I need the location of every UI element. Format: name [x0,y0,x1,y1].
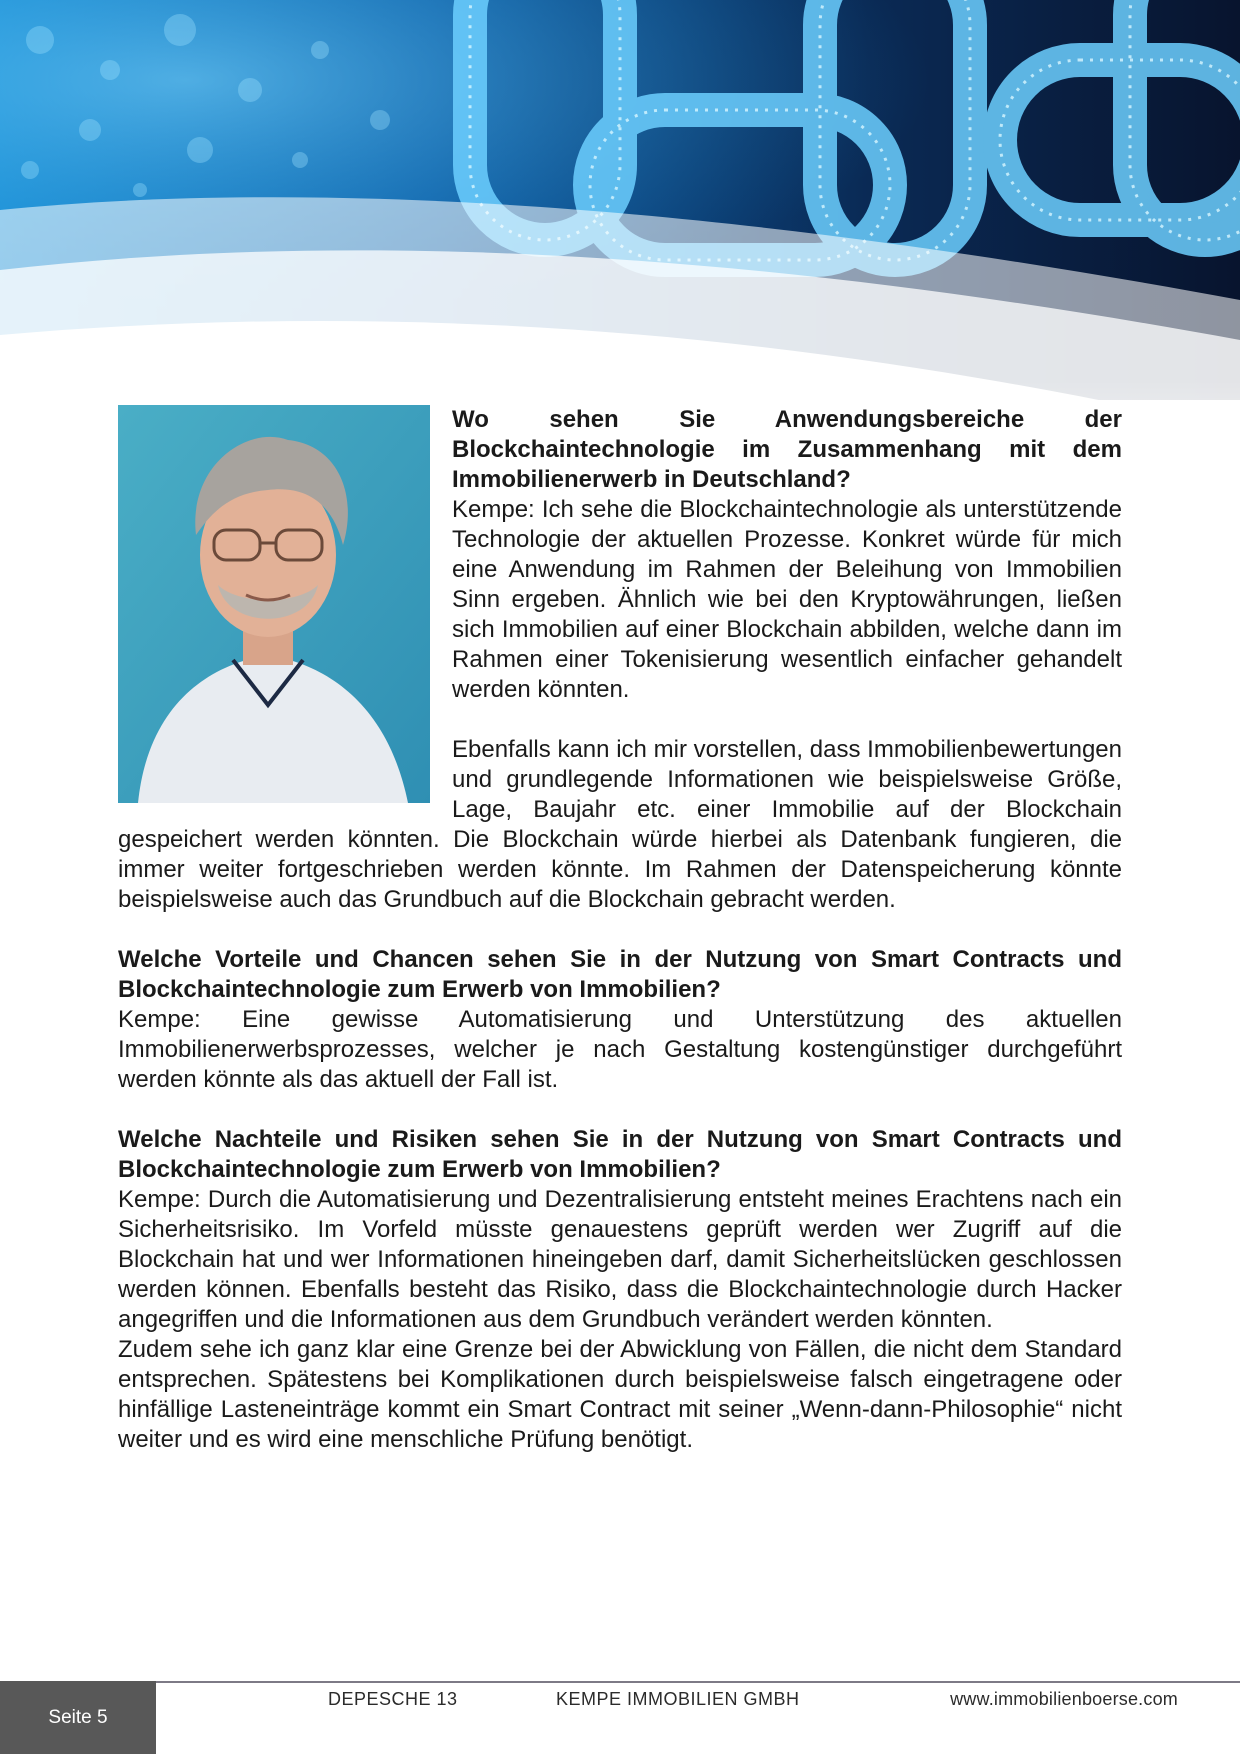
question-1: Wo sehen Sie Anwendungsbereiche der Blockchaintechnologie im Zusammenhang mit dem Immobilienerwerb in Deutschland? [452,406,1122,493]
footer-issue: DEPESCHE 13 [328,1689,458,1709]
portrait-float-spacer [118,405,452,803]
paragraph-gap [118,1095,1122,1125]
answer-3-paragraph-1: Kempe: Durch die Automatisierung und Dezentralisierung entsteht meines Erachtens nach ein Sicherheitsrisiko. Im Vorfeld müsste genauestens geprüft werden wer Zugriff auf die Blockchain hat und wer Informationen hineingeben darf, damit Sicherheitslücken geschlossen werden können. Ebenfalls besteht das Risiko, dass die Blockchaintechnologie durch Hacker angegriffen und die Informationen aus dem Grundbuch verändert werden könnten. [118,1186,1122,1333]
answer-1-paragraph-2: Ebenfalls kann ich mir vorstellen, dass Immobilienbewertungen und grundlegende Informationen wie beispielsweise Größe, Lage, Baujahr etc. einer Immobilie auf der Blockchain gespeichert werden könnten. Die Blockchain würde hierbei als Datenbank fungieren, die immer weiter fortgeschrieben werden könnte. Im Rahmen der Datenspeicherung könnte beispielsweise auch das Grundbuch auf die Blockchain gebracht werden. [118,736,1122,913]
answer-3-paragraph-2: Zudem sehe ich ganz klar eine Grenze bei der Abwicklung von Fällen, die nicht dem Standard entsprechen. Spätestens bei Komplikationen durch beispielsweise falsch eingetragene oder hinfällige Lasteneinträge kommt ein Smart Contract mit seiner „Wenn-dann-Philosophie“ nicht weiter und es wird eine menschliche Prüfung benötigt. [118,1336,1122,1453]
footer-divider [156,1681,1240,1683]
question-3: Welche Nachteile und Risiken sehen Sie in der Nutzung von Smart Contracts und Blockchaintechnologie zum Erwerb von Immobilien? [118,1126,1122,1183]
page-number-tab [0,1681,156,1754]
question-2: Welche Vorteile und Chancen sehen Sie in der Nutzung von Smart Contracts und Blockchaintechnologie zum Erwerb von Immobilien? [118,946,1122,1003]
footer-website-link[interactable]: www.immobilienboerse.com [950,1689,1178,1709]
page-number: Seite 5 [48,1706,108,1728]
footer-company: KEMPE IMMOBILIEN GMBH [556,1689,800,1709]
answer-2: Kempe: Eine gewisse Automatisierung und Unterstützung des aktuellen Immobilienerwerbsprozesses, welcher je nach Gestaltung kostengünstiger durchgeführt werden könnte als das aktuell der Fall ist. [118,1006,1122,1093]
answer-1-paragraph-1: Kempe: Ich sehe die Blockchaintechnologie als unterstützende Technologie der aktuellen Prozesse. Konkret würde für mich eine Anwendung im Rahmen der Beleihung von Immobilien Sinn ergeben. Ähnlich wie bei den Kryptowährungen, ließen sich Immobilien auf einer Blockchain abbilden, welche dann im Rahmen einer Tokenisierung wesentlich einfacher gehandelt werden könnten. [452,496,1122,703]
paragraph-gap [118,915,1122,945]
article-body [118,405,1122,1455]
